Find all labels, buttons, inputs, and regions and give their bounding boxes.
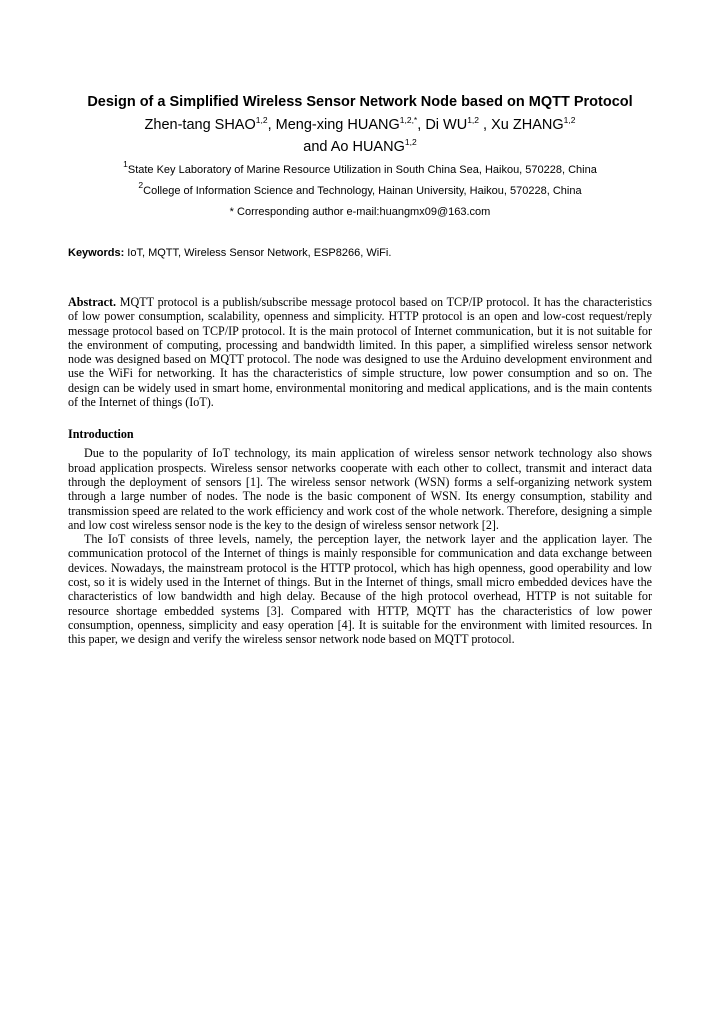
abstract [68,295,652,409]
author-name: and Ao HUANG [303,139,405,155]
paragraph: Due to the popularity of IoT technology, its main application of wireless sensor network technology also shows broad application prospects. Wireless sensor networks cooperate with each other to collect, transmit and interact data through the deployment of sensors [1]. The wireless sensor network (WSN) forms a self-organizing network system through a large number of nodes. The node is the basic component of WSN. Its energy consumption, stability and transmission speed are related to the work efficiency and work cost of the whole network. Therefore, designing a simple and low cost wireless sensor node is the key to the design of wireless sensor network [2]. [68,446,652,532]
section-heading-introduction: Introduction [68,427,134,442]
author-name: Meng-xing HUANG [275,117,400,133]
author-affiliation-mark: 1,2 [404,137,417,147]
affiliation-2 [68,181,652,202]
author-name: Di WU [425,117,468,133]
abstract-label: Abstract. [68,295,117,309]
author-name: Xu ZHANG [491,117,564,133]
author-name: Zhen-tang SHAO [144,117,256,133]
affiliation-number: 1 [123,159,128,169]
keywords-label: Keywords: [68,247,125,259]
affiliation-1 [68,160,652,181]
keywords [68,246,652,260]
author-affiliation-mark: 1,2,* [399,115,418,125]
affiliation-number: 2 [138,180,144,190]
affiliation-text: State Key Laboratory of Marine Resource Utilization in South China Sea, Haikou, 570228, China [127,164,597,176]
author-affiliation-mark: 1,2 [467,115,480,125]
author-line-2 [68,136,652,158]
author-separator: , [479,117,492,133]
author-separator: , [267,117,276,133]
affiliations [68,160,652,223]
author-list [68,114,652,158]
author-line-1 [68,114,652,136]
paper-title: Design of a Simplified Wireless Sensor Network Node based on MQTT Protocol [87,94,633,110]
author-affiliation-mark: 1,2 [255,115,268,125]
author-affiliation-mark: 1,2 [563,115,576,125]
abstract-text: MQTT protocol is a publish/subscribe message protocol based on TCP/IP protocol. It has the characteristics of low power consumption, scalability, openness and simplicity. HTTP protocol is an open and low-cost request/reply message protocol based on TCP/IP protocol. It is the main protocol of Internet communication, but it is not suitable for the environment of computing, processing and bandwidth limited. In this paper, a simplified wireless sensor network node was designed based on MQTT protocol. The node was designed to use the Arduino development environment and use the WiFi for networking. It has the characteristics of simple structure, low power consumption and so on. The design can be widely used in smart home, environmental monitoring and medical applications, and is the main contents of the Internet of things (IoT). [68,295,652,410]
corresponding-author: * Corresponding author e-mail:huangmx09@163.com [229,206,491,218]
affiliation-text: College of Information Science and Technology, Hainan University, Haikou, 570228, China [143,185,582,197]
author-separator: , [417,117,426,133]
paragraph: The IoT consists of three levels, namely, the perception layer, the network layer and the application layer. The communication protocol of the Internet of things is mainly responsible for communication and data exchange between devices. Nowadays, the mainstream protocol is the HTTP protocol, which has high openness, good operability and low cost, so it is widely used in the Internet of things. But in the Internet of things, small micro embedded devices have the characteristics of low bandwidth and high delay. Because of the high protocol overhead, HTTP is not suitable for resource shortage embedded systems [3]. Compared with HTTP, MQTT has the characteristics of low power consumption, openness, simplicity and easy operation [4]. It is suitable for the environment with limited resources. In this paper, we design and verify the wireless sensor network node based on MQTT protocol. [68,532,652,647]
paper-page [68,94,652,647]
keywords-text: IoT, MQTT, Wireless Sensor Network, ESP8266, WiFi. [124,247,392,259]
